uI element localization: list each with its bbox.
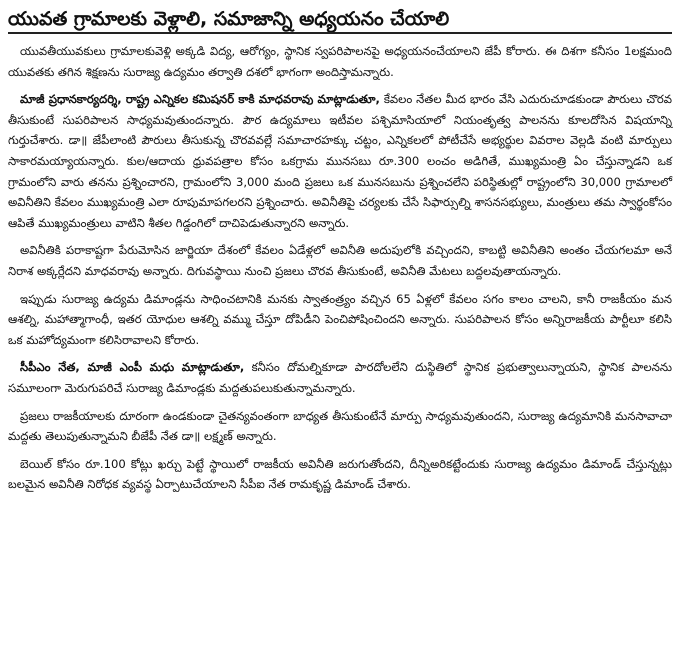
paragraph-text: బెయిల్ కోసం రూ.100 కోట్లు ఖర్చు పెట్టే స్థాయిలో రాజకీయ అవినీతి జరుగుతోందని, దీన్నిఅరికట్టేందుకు సురాజ్య ఉద్యమం డిమాండ్ చేస్తున్నట్లు బలమైన అవినీతి నిరోధక వ్యవస్థ ఏర్పాటుచేయాలని సీపీఐ నేత రామకృష్ణ డిమాండ్ చేశారు. xyxy=(8,456,672,492)
paragraph-7 xyxy=(8,454,672,495)
paragraph-6 xyxy=(8,406,672,447)
paragraph-4 xyxy=(8,289,672,351)
paragraph-text: యువతీయువకులు గ్రామాలకువెళ్లి అక్కడి విద్య, ఆరోగ్యం, స్థానిక స్వపరిపాలనపై అధ్యయనంచేయాలని జేపీ కోరారు. ఈ దిశగా కనీసం 1లక్షమంది యువతకు తగిన శిక్షణను సురాజ్య ఉద్యమం తర్వాతి దశలో భాగంగా అందిస్తామన్నారు. xyxy=(8,44,672,79)
paragraph-5 xyxy=(8,357,672,398)
paragraph-lead: సీపీఎం నేత, మాజీ ఎంపీ మధు మాట్లాడుతూ, xyxy=(20,360,245,375)
paragraph-text: అవినీతికి పరాకాష్టగా పేరుమోసిన జార్జియా దేశంలో కేవలం ఏడేళ్లలో అవినీతి అదుపులోకి వచ్చిందని, కాబట్టి అవినీతిని అంతం చేయగలమా అనే నిరాశ అక్కర్లేదని మాధవరావు అన్నారు. దిగువస్థాయి నుంచి ప్రజలు చొరవ తీసుకుంటే, అవినీతి మేటలు బద్దలవుతాయన్నారు. xyxy=(8,243,672,278)
headline: యువత గ్రామాలకు వెళ్లాలి, సమాజాన్ని అధ్యయనం చేయాలి xyxy=(8,6,672,34)
paragraph-1 xyxy=(8,41,672,82)
paragraph-text: కనీసం దోమల్నికూడా పారదోలలేని దుస్థితిలో స్థానిక ప్రభుత్వాలున్నాయని, స్థానిక పాలనను సమూలంగా మెరుగుపరిచే సురాజ్య డిమాండ్లకు మద్దతుపలుకుతున్నామన్నారు. xyxy=(8,360,672,395)
paragraph-text: ఇప్పుడు సురాజ్య ఉద్యమ డిమాండ్లను సాధించటానికి మనకు స్వాతంత్ర్యం వచ్చిన 65 ఏళ్లలో కేవలం సగం కాలం చాలని, కానీ రాజకీయం మన ఆశల్ని, మహాత్మాగాంధీ, ఇతర యోధుల ఆశల్ని వమ్ము చేస్తూ దోపిడీని పెంచిపోషించిందని అన్నారు. సుపరిపాలన కోసం అన్నిరాజకీయ పార్టీలూ కలిసి ఒక మహోద్యమంగా కలిసిరావాలని కోరారు. xyxy=(8,291,672,347)
paragraph-2 xyxy=(8,89,672,233)
paragraph-text: కేవలం నేతల మీద భారం వేసి ఎదురుచూడకుండా పౌరులు చొరవ తీసుకుంటే సుపరిపాలన సాధ్యమవుతుందన్నారు. పౌర ఉద్యమాలు ఇటీవల పశ్చిమాసియాలో నియంతృత్వ పాలనను కూలదోసిన విషయాన్ని గుర్తుచేశారు. డా॥ జేపీలాంటి పౌరులు తీసుకున్న చొరవవల్లే సమాచారహక్కు చట్టం, ఎన్నికలలో పోటీచేసే అభ్యర్థుల వివరాల వెల్లడి వంటి మార్పులు సాకారమయ్యాయన్నారు. కుల/ఆదాయ ధ్రువపత్రాల కోసం ఒకగ్రామ మునసబు రూ.300 లంచం అడిగితే, ముఖ్యమంత్రి ఏం చేస్తున్నాడని ఒక గ్రామంలోని వారు తనను ప్రశ్నించారని, గ్రామంలోని 3,000 మంది ప్రజలు ఒక మునసబును ప్రశ్నించలేని పరిస్థితుల్లో రాష్ట్రంలోని 30,000 గ్రామాలలో అవినీతిని కేవలం ముఖ్యమంత్రి ఎలా రూపుమాపగలరని ప్రశ్నించారు. అవినీతిపై చర్యలకు చేసే సిఫార్సుల్ని శాసనసభ్యులు, మంత్రులు తమ స్వార్థంకోసం ఆపితే ముఖ్యమంత్రులు వాటిని శీతల గిడ్డంగిలో దాచిపెడుతున్నారని అన్నారు. xyxy=(8,92,672,230)
paragraph-3 xyxy=(8,240,672,281)
paragraph-text: ప్రజలు రాజకీయాలకు దూరంగా ఉండకుండా చైతన్యవంతంగా బాధ్యత తీసుకుంటేనే మార్పు సాధ్యమవుతుందని, సురాజ్య ఉద్యమానికి మనసావాచా మద్దతు తెలుపుతున్నామని బీజేపీ నేత డా॥ లక్ష్మణ్ అన్నారు. xyxy=(8,408,672,444)
paragraph-lead: మాజీ ప్రధానకార్యదర్శి, రాష్ట్ర ఎన్నికల కమిషనర్ కాకి మాధవరావు మాట్లాడుతూ, xyxy=(20,92,380,107)
